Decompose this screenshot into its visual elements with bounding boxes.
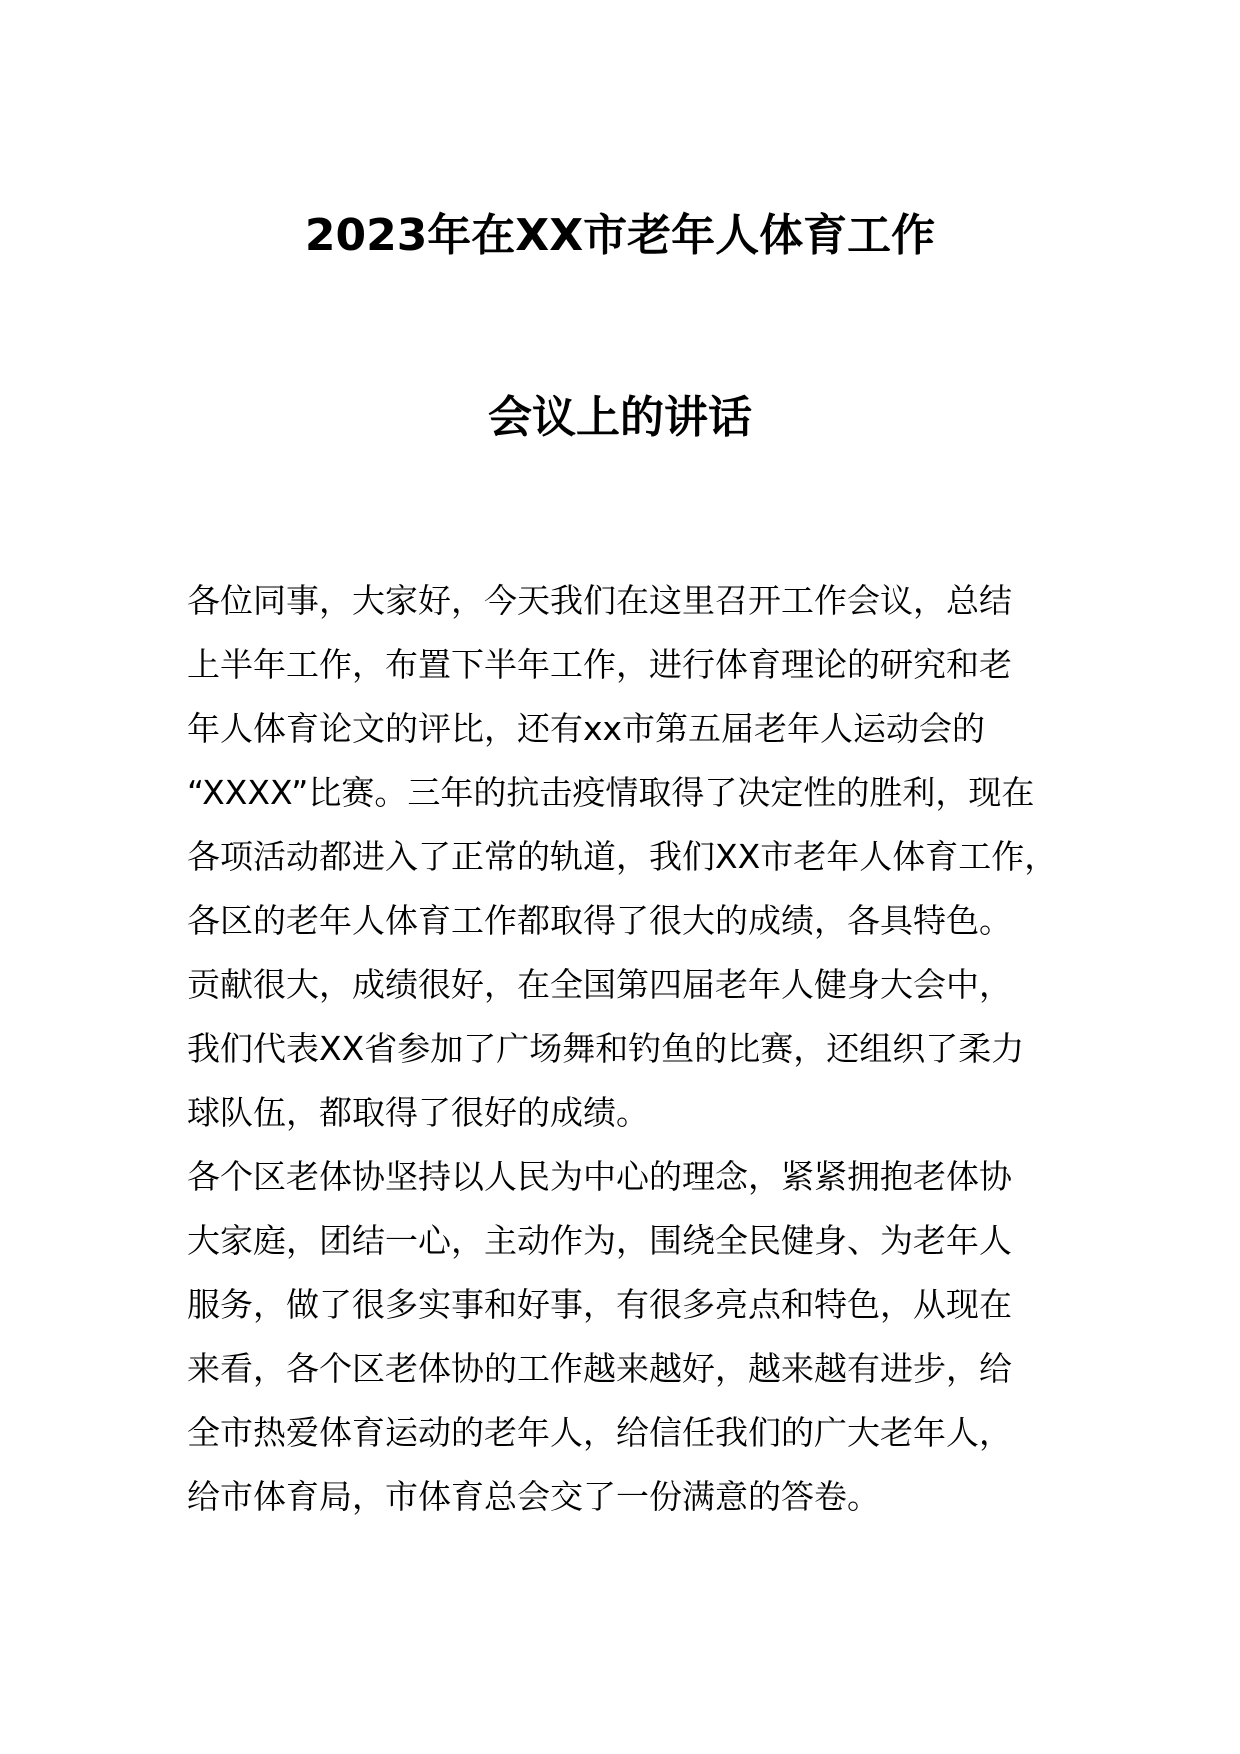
body-line: 各区的老年人体育工作都取得了很大的成绩，各具特色。 [187, 901, 1012, 940]
body-line: 各个区老体协坚持以人民为中心的理念，紧紧拥抱老体协 [187, 1157, 1012, 1196]
body-line: 我们代表XX省参加了广场舞和钓鱼的比赛，还组织了柔力 [187, 1029, 1025, 1068]
body-line: 贡献很大，成绩很好，在全国第四届老年人健身大会中， [187, 965, 1012, 1004]
body-line: 来看，各个区老体协的工作越来越好，越来越有进步，给 [187, 1349, 1012, 1388]
body-line: 各位同事，大家好，今天我们在这里召开工作会议，总结 [187, 581, 1012, 620]
body-line: 大家庭，团结一心，主动作为，围绕全民健身、为老年人 [187, 1221, 1012, 1260]
body-line: 给市体育局，市体育总会交了一份满意的答卷。 [187, 1477, 880, 1516]
body-line: 服务，做了很多实事和好事，有很多亮点和特色，从现在 [187, 1285, 1012, 1324]
document-title-line-2: 会议上的讲话 [488, 392, 752, 443]
body-line: 年人体育论文的评比，还有xx市第五届老年人运动会的 [187, 709, 986, 748]
body-line: 各项活动都进入了正常的轨道，我们XX市老年人体育工作， [187, 837, 1058, 876]
body-line: 上半年工作，布置下半年工作，进行体育理论的研究和老 [187, 645, 1012, 684]
document-title-line-1: 2023年在XX市老年人体育工作 [304, 210, 936, 261]
body-line: “XXXX”比赛。三年的抗击疫情取得了决定性的胜利，现在 [187, 773, 1035, 812]
body-line: 球队伍，都取得了很好的成绩。 [187, 1093, 649, 1132]
body-line: 全市热爱体育运动的老年人，给信任我们的广大老年人， [187, 1413, 1012, 1452]
